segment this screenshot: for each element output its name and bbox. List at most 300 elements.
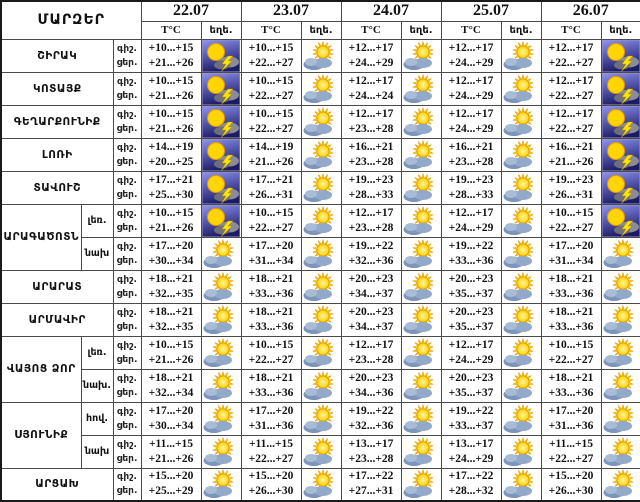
day-temp: +23...+28 <box>348 155 394 168</box>
weather-icon-cell <box>401 303 441 336</box>
temp-cell <box>541 72 601 105</box>
temp-cell <box>341 105 401 138</box>
sun-cloud-icon <box>302 404 340 434</box>
day-temp: +31...+34 <box>548 254 594 267</box>
sun-cloud-icon <box>202 338 240 368</box>
day-temp: +22...+27 <box>548 221 594 234</box>
zone-label: նախ <box>81 435 113 468</box>
day-temp: +24...+29 <box>448 122 494 135</box>
weather-icon-cell <box>501 171 541 204</box>
sun-cloud-icon <box>602 305 640 335</box>
night-temp: +10...+15 <box>148 206 194 219</box>
night-temp: +14...+19 <box>248 140 294 153</box>
temp-cell <box>441 468 501 501</box>
night-temp: +10...+15 <box>148 41 194 54</box>
weather-icon-cell <box>301 303 341 336</box>
day-temp: +24...+29 <box>348 56 394 69</box>
day-temp: +35...+37 <box>448 386 494 399</box>
weather-subheader: եղե. <box>401 21 441 39</box>
temp-cell <box>441 435 501 468</box>
sun-cloud-icon <box>302 437 340 467</box>
night-temp: +17...+22 <box>348 470 394 483</box>
weather-icon-cell <box>201 39 241 72</box>
weather-icon-cell <box>501 105 541 138</box>
night-temp: +11...+15 <box>148 437 194 450</box>
temp-subheader: T°C <box>241 21 301 39</box>
day-temp: +28...+32 <box>448 485 494 498</box>
temp-cell <box>441 270 501 303</box>
weather-icon-cell <box>201 270 241 303</box>
night-temp: +11...+15 <box>548 437 594 450</box>
temp-cell <box>241 303 301 336</box>
sun-cloud-icon <box>502 239 540 269</box>
night-day-labels <box>113 39 141 72</box>
night-temp: +15...+20 <box>148 470 194 483</box>
temp-cell <box>241 171 301 204</box>
temp-cell <box>441 336 501 369</box>
weather-icon-cell <box>501 204 541 237</box>
table-row <box>1 468 640 501</box>
day-temp: +26...+30 <box>248 485 294 498</box>
day-label: ցեր. <box>116 288 138 299</box>
day-temp: +32...+36 <box>348 254 394 267</box>
day-temp: +21...+26 <box>148 89 194 102</box>
temp-cell <box>241 72 301 105</box>
night-label: գիշ. <box>117 208 137 219</box>
temp-cell <box>141 138 201 171</box>
temp-cell <box>541 237 601 270</box>
date-column-header: 26.07 <box>541 1 640 21</box>
temp-cell <box>441 369 501 402</box>
sun-cloud-icon <box>502 41 540 71</box>
temp-cell <box>341 171 401 204</box>
night-temp: +18...+21 <box>548 305 594 318</box>
temp-subheader: T°C <box>141 21 201 39</box>
weather-icon-cell <box>601 303 640 336</box>
temp-cell <box>541 369 601 402</box>
night-temp: +20...+23 <box>348 272 394 285</box>
night-day-labels <box>113 336 141 369</box>
day-label: ցեր. <box>116 354 138 365</box>
sun-cloud-icon <box>602 437 640 467</box>
night-label: գիշ. <box>117 175 137 186</box>
weather-icon-cell <box>601 336 640 369</box>
weather-icon-cell <box>301 237 341 270</box>
day-temp: +21...+26 <box>148 221 194 234</box>
weather-icon-cell <box>301 468 341 501</box>
table-row <box>1 303 640 336</box>
region-name: ԼՈՌԻ <box>1 138 113 171</box>
day-temp: +21...+26 <box>148 452 194 465</box>
temp-cell <box>541 39 601 72</box>
sun-thunderstorm-icon <box>602 40 640 72</box>
weather-icon-cell <box>401 270 441 303</box>
sun-cloud-icon <box>302 371 340 401</box>
temp-cell <box>341 402 401 435</box>
temp-cell <box>241 237 301 270</box>
weather-icon-cell <box>201 171 241 204</box>
night-temp: +11...+15 <box>248 437 294 450</box>
night-label: գիշ. <box>117 109 137 120</box>
weather-icon-cell <box>301 369 341 402</box>
region-name: ՍՅՈՒՆԻՔ <box>1 402 81 468</box>
sun-cloud-icon <box>202 437 240 467</box>
night-temp: +20...+23 <box>448 305 494 318</box>
night-day-labels <box>113 237 141 270</box>
weather-icon-cell <box>501 39 541 72</box>
day-temp: +31...+36 <box>548 419 594 432</box>
temp-cell <box>541 171 601 204</box>
night-day-labels <box>113 72 141 105</box>
weather-icon-cell <box>501 72 541 105</box>
temp-cell <box>341 270 401 303</box>
night-day-labels <box>113 270 141 303</box>
sun-cloud-icon <box>502 469 540 499</box>
day-temp: +21...+26 <box>148 56 194 69</box>
night-temp: +16...+21 <box>548 140 594 153</box>
sun-cloud-icon <box>402 437 440 467</box>
day-temp: +24...+29 <box>448 221 494 234</box>
regions-header: ՄԱՐԶԵՐ <box>1 1 141 39</box>
day-temp: +20...+25 <box>148 155 194 168</box>
temp-cell <box>241 369 301 402</box>
day-temp: +30...+34 <box>148 254 194 267</box>
temp-cell <box>341 72 401 105</box>
night-temp: +20...+23 <box>448 272 494 285</box>
day-temp: +25...+29 <box>148 485 194 498</box>
sun-thunderstorm-icon <box>202 73 240 105</box>
night-temp: +18...+21 <box>548 371 594 384</box>
day-temp: +30...+34 <box>148 419 194 432</box>
day-temp: +25...+30 <box>148 188 194 201</box>
night-temp: +17...+21 <box>148 173 194 186</box>
weather-icon-cell <box>301 72 341 105</box>
table-row <box>1 336 640 369</box>
temp-cell <box>541 468 601 501</box>
temp-cell <box>441 171 501 204</box>
temp-cell <box>541 204 601 237</box>
sun-cloud-icon <box>202 469 240 499</box>
table-row <box>1 72 640 105</box>
sun-cloud-icon <box>502 206 540 236</box>
temp-cell <box>541 138 601 171</box>
night-temp: +10...+15 <box>248 338 294 351</box>
day-temp: +23...+28 <box>348 452 394 465</box>
sun-cloud-icon <box>502 305 540 335</box>
sun-cloud-icon <box>502 107 540 137</box>
weather-icon-cell <box>601 138 640 171</box>
sun-cloud-icon <box>602 469 640 499</box>
temp-cell <box>241 435 301 468</box>
weather-icon-cell <box>201 138 241 171</box>
sun-cloud-icon <box>502 173 540 203</box>
weather-icon-cell <box>601 435 640 468</box>
weather-icon-cell <box>301 171 341 204</box>
day-temp: +21...+26 <box>148 353 194 366</box>
night-day-labels <box>113 303 141 336</box>
night-temp: +12...+17 <box>448 41 494 54</box>
day-temp: +22...+27 <box>248 353 294 366</box>
day-temp: +22...+27 <box>248 221 294 234</box>
sun-cloud-icon <box>602 371 640 401</box>
weather-icon-cell <box>401 72 441 105</box>
night-temp: +18...+21 <box>548 272 594 285</box>
day-temp: +31...+36 <box>248 419 294 432</box>
sun-cloud-icon <box>402 338 440 368</box>
region-name: ԱՐԱԳԱԾՈՏՆ <box>1 204 81 270</box>
table-row <box>1 435 640 468</box>
table-row <box>1 402 640 435</box>
sun-cloud-icon <box>502 74 540 104</box>
night-label: գիշ. <box>117 307 137 318</box>
table-row <box>1 171 640 204</box>
weather-icon-cell <box>301 270 341 303</box>
weather-icon-cell <box>301 435 341 468</box>
sun-thunderstorm-icon <box>202 40 240 72</box>
temp-cell <box>341 468 401 501</box>
day-label: ցեր. <box>116 486 138 497</box>
night-day-labels <box>113 468 141 501</box>
day-temp: +28...+33 <box>348 188 394 201</box>
night-temp: +13...+17 <box>448 437 494 450</box>
weather-icon-cell <box>601 369 640 402</box>
day-temp: +33...+36 <box>448 254 494 267</box>
weather-icon-cell <box>201 204 241 237</box>
sun-cloud-icon <box>502 437 540 467</box>
temp-cell <box>141 435 201 468</box>
day-label: ցեր. <box>116 387 138 398</box>
date-column-header: 23.07 <box>241 1 341 21</box>
sun-cloud-icon <box>402 404 440 434</box>
day-temp: +22...+27 <box>248 56 294 69</box>
sun-thunderstorm-icon <box>202 106 240 138</box>
night-temp: +17...+20 <box>148 404 194 417</box>
day-temp: +22...+27 <box>248 89 294 102</box>
night-temp: +12...+17 <box>548 41 594 54</box>
day-label: ցեր. <box>116 222 138 233</box>
weather-icon-cell <box>201 402 241 435</box>
weather-icon-cell <box>201 468 241 501</box>
sun-thunderstorm-icon <box>602 172 640 204</box>
night-day-labels <box>113 171 141 204</box>
temp-cell <box>141 336 201 369</box>
sun-cloud-icon <box>402 206 440 236</box>
zone-label: լեռ. <box>81 204 113 237</box>
day-temp: +22...+27 <box>548 122 594 135</box>
night-temp: +19...+23 <box>448 173 494 186</box>
day-label: ցեր. <box>116 321 138 332</box>
night-temp: +10...+15 <box>148 107 194 120</box>
day-temp: +22...+27 <box>548 89 594 102</box>
weather-icon-cell <box>301 138 341 171</box>
weather-subheader: եղե. <box>601 21 640 39</box>
day-temp: +24...+29 <box>448 89 494 102</box>
night-temp: +17...+22 <box>448 470 494 483</box>
night-temp: +18...+21 <box>148 305 194 318</box>
weather-icon-cell <box>201 105 241 138</box>
night-temp: +17...+20 <box>148 239 194 252</box>
day-temp: +23...+28 <box>348 221 394 234</box>
temp-cell <box>441 105 501 138</box>
sun-thunderstorm-icon <box>202 139 240 171</box>
temp-cell <box>141 402 201 435</box>
day-temp: +22...+27 <box>548 452 594 465</box>
temp-subheader: T°C <box>541 21 601 39</box>
weather-icon-cell <box>501 369 541 402</box>
sun-cloud-icon <box>302 272 340 302</box>
sun-cloud-icon <box>202 404 240 434</box>
night-temp: +19...+22 <box>348 239 394 252</box>
table-row <box>1 270 640 303</box>
temp-cell <box>141 171 201 204</box>
temp-cell <box>141 237 201 270</box>
night-label: գիշ. <box>117 142 137 153</box>
weather-icon-cell <box>401 237 441 270</box>
sun-cloud-icon <box>502 404 540 434</box>
night-temp: +13...+17 <box>348 437 394 450</box>
day-temp: +24...+29 <box>448 56 494 69</box>
sun-thunderstorm-icon <box>602 73 640 105</box>
region-name: ԳԵՂԱՐՔՈՒՆԻՔ <box>1 105 113 138</box>
night-temp: +20...+23 <box>348 305 394 318</box>
weather-icon-cell <box>401 105 441 138</box>
region-name: ԱՐԱՐԱՏ <box>1 270 113 303</box>
night-temp: +19...+22 <box>448 239 494 252</box>
night-temp: +12...+17 <box>348 107 394 120</box>
day-temp: +27...+31 <box>348 485 394 498</box>
night-temp: +19...+22 <box>448 404 494 417</box>
weather-icon-cell <box>401 468 441 501</box>
weather-icon-cell <box>201 369 241 402</box>
region-name: ՇԻՐԱԿ <box>1 39 113 72</box>
sun-cloud-icon <box>402 239 440 269</box>
night-temp: +10...+15 <box>548 338 594 351</box>
temp-cell <box>441 72 501 105</box>
date-column-header: 24.07 <box>341 1 441 21</box>
night-temp: +10...+15 <box>548 206 594 219</box>
weather-icon-cell <box>501 402 541 435</box>
weather-icon-cell <box>201 435 241 468</box>
temp-cell <box>541 402 601 435</box>
night-temp: +19...+22 <box>348 404 394 417</box>
night-temp: +17...+20 <box>548 239 594 252</box>
temp-cell <box>441 402 501 435</box>
weather-icon-cell <box>201 72 241 105</box>
day-temp: +33...+36 <box>548 320 594 333</box>
night-day-labels <box>113 435 141 468</box>
day-temp: +22...+27 <box>548 353 594 366</box>
day-label: ցեր. <box>116 123 138 134</box>
day-temp: +34...+37 <box>348 287 394 300</box>
night-temp: +12...+17 <box>348 74 394 87</box>
day-temp: +26...+30 <box>548 485 594 498</box>
zone-label: նախ <box>81 237 113 270</box>
sun-cloud-icon <box>302 305 340 335</box>
night-temp: +16...+21 <box>348 140 394 153</box>
day-temp: +32...+35 <box>148 287 194 300</box>
day-temp: +35...+37 <box>448 320 494 333</box>
night-temp: +14...+19 <box>148 140 194 153</box>
night-temp: +12...+17 <box>448 107 494 120</box>
day-temp: +21...+26 <box>548 155 594 168</box>
sun-cloud-icon <box>202 305 240 335</box>
temp-cell <box>341 138 401 171</box>
weather-icon-cell <box>201 303 241 336</box>
day-temp: +33...+36 <box>248 287 294 300</box>
weather-icon-cell <box>601 237 640 270</box>
day-label: ցեր. <box>116 156 138 167</box>
night-label: գիշ. <box>117 439 137 450</box>
day-temp: +32...+35 <box>148 320 194 333</box>
night-label: գիշ. <box>117 43 137 54</box>
day-temp: +22...+27 <box>248 452 294 465</box>
night-day-labels <box>113 402 141 435</box>
sun-cloud-icon <box>202 272 240 302</box>
weather-icon-cell <box>401 336 441 369</box>
weather-icon-cell <box>301 336 341 369</box>
sun-cloud-icon <box>302 173 340 203</box>
sun-cloud-icon <box>602 272 640 302</box>
day-temp: +22...+27 <box>248 122 294 135</box>
sun-cloud-icon <box>402 173 440 203</box>
sun-cloud-icon <box>302 41 340 71</box>
night-day-labels <box>113 105 141 138</box>
temp-cell <box>141 369 201 402</box>
temp-cell <box>541 336 601 369</box>
sun-thunderstorm-icon <box>602 139 640 171</box>
day-temp: +34...+37 <box>348 320 394 333</box>
day-temp: +22...+27 <box>548 56 594 69</box>
weather-icon-cell <box>601 72 640 105</box>
temp-cell <box>441 303 501 336</box>
night-label: գիշ. <box>117 406 137 417</box>
day-temp: +23...+28 <box>448 155 494 168</box>
sun-cloud-icon <box>602 404 640 434</box>
sun-cloud-icon <box>402 41 440 71</box>
day-label: ցեր. <box>116 255 138 266</box>
temp-cell <box>541 303 601 336</box>
day-temp: +26...+31 <box>248 188 294 201</box>
temp-cell <box>141 105 201 138</box>
table-row <box>1 369 640 402</box>
temp-cell <box>141 303 201 336</box>
temp-cell <box>341 336 401 369</box>
sun-cloud-icon <box>302 338 340 368</box>
sun-thunderstorm-icon <box>602 106 640 138</box>
day-label: ցեր. <box>116 90 138 101</box>
temp-cell <box>441 204 501 237</box>
day-temp: +21...+26 <box>148 122 194 135</box>
table-row <box>1 204 640 237</box>
weather-icon-cell <box>501 336 541 369</box>
weather-icon-cell <box>601 402 640 435</box>
forecast-body <box>1 39 640 501</box>
date-header-row <box>1 1 640 21</box>
night-temp: +16...+21 <box>448 140 494 153</box>
night-temp: +18...+21 <box>148 371 194 384</box>
night-temp: +18...+21 <box>148 272 194 285</box>
table-row <box>1 138 640 171</box>
weather-icon-cell <box>401 402 441 435</box>
night-temp: +18...+21 <box>248 371 294 384</box>
night-label: գիշ. <box>117 472 137 483</box>
sun-cloud-icon <box>402 74 440 104</box>
night-day-labels <box>113 138 141 171</box>
weather-icon-cell <box>601 468 640 501</box>
sun-cloud-icon <box>202 371 240 401</box>
night-temp: +18...+21 <box>248 272 294 285</box>
table-row <box>1 39 640 72</box>
